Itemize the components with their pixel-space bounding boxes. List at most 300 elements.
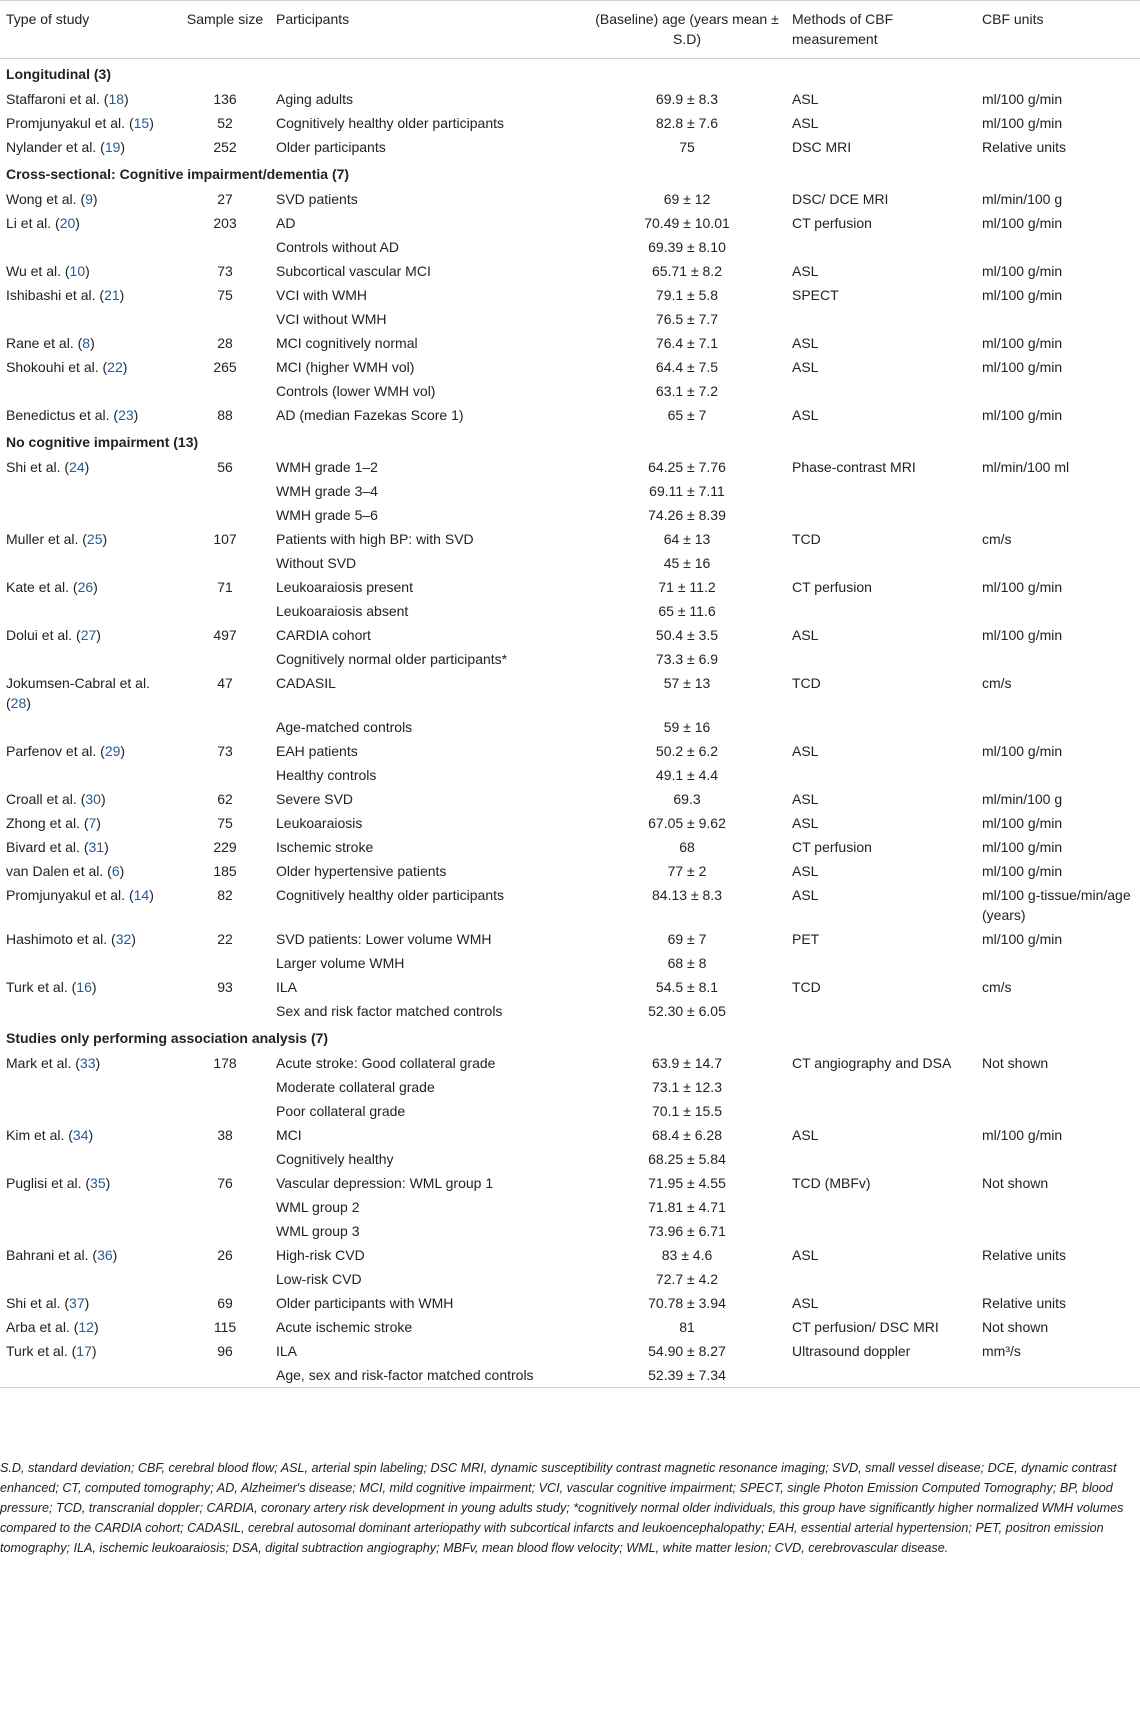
reference-link[interactable]: 22 (107, 359, 123, 375)
cell-study (0, 135, 180, 159)
cell-method (786, 379, 976, 403)
reference-link[interactable]: 12 (78, 1319, 94, 1335)
cell-sample-size (180, 1267, 270, 1291)
paren-close: ) (26, 695, 31, 711)
cell-participants: SVD patients (276, 191, 358, 207)
cell-age: 69.39 ± 8.10 (648, 239, 726, 255)
reference-link[interactable]: 36 (97, 1247, 113, 1263)
paren-close: ) (75, 215, 80, 231)
cell-participants: SVD patients: Lower volume WMH (276, 931, 492, 947)
cell-units: Not shown (982, 1055, 1049, 1071)
cell-sample-size: 75 (217, 815, 233, 831)
cell-participants: Severe SVD (276, 791, 354, 807)
study-name: Promjunyakul et al. ( (6, 115, 134, 131)
cell-participants: Healthy controls (276, 767, 377, 783)
reference-link[interactable]: 7 (88, 815, 97, 831)
cell-age: 70.49 ± 10.01 (644, 215, 730, 231)
cell-participants: Vascular depression: WML group 1 (276, 1175, 494, 1191)
cell-method (786, 1147, 976, 1171)
cell-units (976, 379, 1140, 403)
cell-participants: Patients with high BP: with SVD (276, 531, 474, 547)
cell-participants: Older participants with WMH (276, 1295, 454, 1311)
table-row (0, 1051, 1140, 1075)
cell-study (0, 479, 180, 503)
cell-study (0, 187, 180, 211)
study-name: Benedictus et al. ( (6, 407, 119, 423)
cell-units (976, 999, 1140, 1023)
cell-method: SPECT (792, 287, 839, 303)
table-row (0, 235, 1140, 259)
study-name: Dolui et al. ( (6, 627, 81, 643)
cell-study (0, 503, 180, 527)
reference-link[interactable]: 19 (104, 139, 121, 155)
cell-method: CT perfusion (792, 215, 872, 231)
cell-age: 45 ± 16 (663, 555, 711, 571)
cell-study (0, 1267, 180, 1291)
reference-link[interactable]: 17 (76, 1343, 92, 1359)
header-sample-size: Sample size (186, 11, 264, 27)
cell-method: ASL (792, 627, 819, 643)
cell-sample-size (180, 307, 270, 331)
cell-age: 50.4 ± 3.5 (655, 627, 719, 643)
cell-participants: Ischemic stroke (276, 839, 374, 855)
cell-units: ml/100 g/min (982, 215, 1063, 231)
section-title: Studies only performing association analysis (7) (6, 1030, 329, 1046)
cell-units (976, 1099, 1140, 1123)
cell-study (0, 551, 180, 575)
reference-link[interactable]: 31 (88, 839, 105, 855)
cell-method (786, 235, 976, 259)
study-name: Wu et al. ( (6, 263, 70, 279)
cell-study (0, 575, 180, 599)
cell-study (0, 1123, 180, 1147)
cell-method (786, 551, 976, 575)
reference-link[interactable]: 16 (76, 979, 92, 995)
reference-link[interactable]: 35 (90, 1175, 106, 1191)
paren-close: ) (122, 359, 128, 375)
paren-close: ) (119, 287, 125, 303)
cell-units (976, 1075, 1140, 1099)
cell-method: ASL (792, 335, 819, 351)
header-age: (Baseline) age (years mean ± S.D) (595, 11, 779, 47)
paren-close: ) (133, 407, 139, 423)
cell-study (0, 1219, 180, 1243)
cell-study (0, 599, 180, 623)
cell-age: 76.4 ± 7.1 (655, 335, 719, 351)
reference-link[interactable]: 21 (104, 287, 120, 303)
cell-units: ml/100 g/min (982, 335, 1063, 351)
cell-age: 63.1 ± 7.2 (655, 383, 719, 399)
cell-age: 83 ± 4.6 (661, 1247, 713, 1263)
reference-link[interactable]: 20 (59, 215, 76, 231)
cell-units: cm/s (982, 979, 1012, 995)
cell-sample-size (180, 951, 270, 975)
cell-age: 63.9 ± 14.7 (652, 1055, 722, 1071)
cell-units (976, 599, 1140, 623)
section-row (0, 59, 1140, 88)
table-row (0, 211, 1140, 235)
reference-link[interactable]: 6 (111, 863, 120, 879)
cell-study (0, 883, 180, 927)
cell-age: 65 ± 11.6 (658, 603, 716, 619)
cell-sample-size: 52 (217, 115, 233, 131)
cell-study (0, 835, 180, 859)
cell-sample-size (180, 1363, 270, 1388)
reference-link[interactable]: 25 (86, 531, 103, 547)
cell-age: 68.25 ± 5.84 (648, 1151, 726, 1167)
table-row (0, 1363, 1140, 1388)
reference-link[interactable]: 15 (133, 115, 150, 131)
cell-age: 73.3 ± 6.9 (655, 651, 719, 667)
study-name: Shi et al. ( (6, 459, 70, 475)
reference-link[interactable]: 14 (133, 887, 150, 903)
cell-participants: Older participants (276, 139, 386, 155)
cell-sample-size (180, 647, 270, 671)
cell-method: Phase-contrast MRI (792, 459, 916, 475)
cell-units: ml/100 g/min (982, 839, 1063, 855)
study-name: Turk et al. ( (6, 979, 77, 995)
cell-sample-size: 252 (213, 139, 237, 155)
cell-sample-size: 73 (217, 263, 233, 279)
cell-sample-size: 497 (213, 627, 237, 643)
table-row (0, 503, 1140, 527)
table-row (0, 111, 1140, 135)
cell-age: 52.30 ± 6.05 (648, 1003, 726, 1019)
cell-units (976, 479, 1140, 503)
cell-sample-size: 136 (213, 91, 237, 107)
cell-age: 57 ± 13 (663, 675, 711, 691)
cell-age: 84.13 ± 8.3 (652, 887, 722, 903)
cell-method: TCD (792, 531, 821, 547)
study-name: Hashimoto et al. ( (6, 931, 116, 947)
cell-study (0, 1195, 180, 1219)
cell-study (0, 647, 180, 671)
cell-units: ml/100 g/min (982, 627, 1063, 643)
cell-method (786, 307, 976, 331)
cell-sample-size: 27 (217, 191, 233, 207)
paren-close: ) (149, 887, 154, 903)
table-row (0, 455, 1140, 479)
cell-method: CT perfusion (792, 839, 872, 855)
cell-study (0, 355, 180, 379)
cell-study (0, 235, 180, 259)
cell-units: ml/100 g/min (982, 743, 1063, 759)
cell-sample-size: 178 (213, 1055, 237, 1071)
cell-sample-size: 75 (217, 287, 233, 303)
cell-sample-size (180, 1099, 270, 1123)
paren-close: ) (104, 839, 109, 855)
cell-participants: Acute ischemic stroke (276, 1319, 413, 1335)
study-name: van Dalen et al. ( (6, 863, 112, 879)
cell-study (0, 715, 180, 739)
cell-age: 71.95 ± 4.55 (648, 1175, 726, 1191)
cell-participants: WML group 2 (276, 1199, 360, 1215)
cell-units (976, 307, 1140, 331)
cell-method: ASL (792, 743, 819, 759)
cell-participants: AD (276, 215, 296, 231)
cell-method: ASL (792, 263, 819, 279)
reference-link[interactable]: 34 (72, 1127, 89, 1143)
table-row (0, 403, 1140, 427)
paren-close: ) (92, 191, 98, 207)
table-row (0, 927, 1140, 951)
study-name: Promjunyakul et al. ( (6, 887, 134, 903)
cell-sample-size (180, 235, 270, 259)
cell-participants: Controls (lower WMH vol) (276, 383, 436, 399)
cell-age: 64 ± 13 (663, 531, 711, 547)
cell-age: 74.26 ± 8.39 (648, 507, 726, 523)
cell-age: 72.7 ± 4.2 (655, 1271, 719, 1287)
header-units: CBF units (982, 11, 1044, 27)
cell-units (976, 1219, 1140, 1243)
table-row (0, 1291, 1140, 1315)
table-row (0, 479, 1140, 503)
cell-method (786, 503, 976, 527)
cell-study (0, 87, 180, 111)
reference-link[interactable]: 24 (69, 459, 85, 475)
reference-link[interactable]: 33 (79, 1055, 96, 1071)
cell-participants: Sex and risk factor matched controls (276, 1003, 503, 1019)
cell-sample-size: 69 (217, 1295, 233, 1311)
cell-method: ASL (792, 1247, 819, 1263)
cell-participants: MCI (276, 1127, 302, 1143)
cell-sample-size (180, 379, 270, 403)
paren-close: ) (91, 979, 97, 995)
cell-method (786, 1267, 976, 1291)
cell-sample-size (180, 715, 270, 739)
cell-participants: Poor collateral grade (276, 1103, 406, 1119)
cell-sample-size (180, 1219, 270, 1243)
cell-units: ml/min/100 ml (982, 459, 1070, 475)
header-participants: Participants (276, 11, 350, 27)
reference-link[interactable]: 18 (108, 91, 125, 107)
cell-sample-size: 93 (217, 979, 233, 995)
section-title: Cross-sectional: Cognitive impairment/dementia (7) (6, 166, 350, 182)
table-row (0, 599, 1140, 623)
cell-units (976, 1195, 1140, 1219)
paren-close: ) (96, 627, 101, 643)
cell-study (0, 1315, 180, 1339)
section-title: No cognitive impairment (13) (6, 434, 199, 450)
study-name: Nylander et al. ( (6, 139, 105, 155)
table-row (0, 1339, 1140, 1363)
cell-sample-size: 62 (217, 791, 233, 807)
cell-participants: WMH grade 5–6 (276, 507, 378, 523)
study-name: Parfenov et al. ( (6, 743, 105, 759)
cell-age: 70.78 ± 3.94 (648, 1295, 726, 1311)
table-row (0, 187, 1140, 211)
cell-study (0, 739, 180, 763)
cell-sample-size (180, 503, 270, 527)
cell-participants: Acute stroke: Good collateral grade (276, 1055, 496, 1071)
reference-link[interactable]: 27 (80, 627, 97, 643)
cell-units: ml/min/100 g (982, 191, 1063, 207)
cell-sample-size: 203 (213, 215, 237, 231)
study-name: Jokumsen-Cabral et al. ( (6, 675, 150, 711)
study-name: Turk et al. ( (6, 1343, 77, 1359)
paren-close: ) (90, 335, 95, 351)
paren-close: ) (88, 1127, 94, 1143)
cell-method: ASL (792, 815, 819, 831)
cell-units: ml/100 g/min (982, 579, 1063, 595)
cell-units: Relative units (982, 139, 1067, 155)
cell-age: 71 ± 11.2 (658, 579, 716, 595)
cell-participants: AD (median Fazekas Score 1) (276, 407, 464, 423)
cell-study (0, 1099, 180, 1123)
reference-link[interactable]: 10 (69, 263, 86, 279)
cell-study (0, 1171, 180, 1195)
reference-link[interactable]: 29 (104, 743, 121, 759)
cell-age: 68 (679, 839, 695, 855)
cell-sample-size: 38 (217, 1127, 233, 1143)
cell-units: ml/100 g/min (982, 407, 1063, 423)
cell-participants: Age, sex and risk-factor matched controls (276, 1367, 534, 1383)
cell-study (0, 211, 180, 235)
cell-method: TCD (792, 675, 821, 691)
table-row (0, 331, 1140, 355)
reference-link[interactable]: 30 (85, 791, 101, 807)
table-row (0, 1219, 1140, 1243)
cell-sample-size: 115 (213, 1319, 237, 1335)
cell-participants: Cognitively healthy older participants (276, 115, 505, 131)
cell-participants: WML group 3 (276, 1223, 360, 1239)
cell-method (786, 1075, 976, 1099)
reference-link[interactable]: 28 (10, 695, 27, 711)
study-name: Kim et al. ( (6, 1127, 73, 1143)
table-row (0, 787, 1140, 811)
cell-method: CT angiography and DSA (792, 1055, 952, 1071)
cell-method: ASL (792, 1127, 819, 1143)
reference-link[interactable]: 37 (69, 1295, 85, 1311)
cell-sample-size (180, 1195, 270, 1219)
cell-participants: Cognitively healthy (276, 1151, 394, 1167)
cell-units: ml/100 g/min (982, 863, 1063, 879)
study-name: Ishibashi et al. ( (6, 287, 105, 303)
cell-sample-size (180, 999, 270, 1023)
cell-participants: ILA (276, 979, 298, 995)
cell-study (0, 307, 180, 331)
cell-age: 69.3 (673, 791, 701, 807)
cell-study (0, 859, 180, 883)
table-row (0, 883, 1140, 927)
cell-participants: Controls without AD (276, 239, 399, 255)
cell-method: CT perfusion/ DSC MRI (792, 1319, 939, 1335)
study-name: Li et al. ( (6, 215, 60, 231)
table-row (0, 1243, 1140, 1267)
cell-units: ml/min/100 g (982, 791, 1063, 807)
cell-method: ASL (792, 407, 819, 423)
table-row (0, 835, 1140, 859)
cell-units: Relative units (982, 1295, 1067, 1311)
cell-units: ml/100 g/min (982, 1127, 1063, 1143)
cell-units: ml/100 g/min (982, 263, 1063, 279)
cell-sample-size: 82 (217, 887, 233, 903)
cell-method: TCD (792, 979, 821, 995)
cell-age: 50.2 ± 6.2 (655, 743, 719, 759)
paren-close: ) (119, 863, 125, 879)
cell-participants: Age-matched controls (276, 719, 413, 735)
table-row (0, 1147, 1140, 1171)
cell-method: ASL (792, 863, 819, 879)
cell-participants: Moderate collateral grade (276, 1079, 435, 1095)
reference-link[interactable]: 9 (85, 191, 93, 207)
paren-close: ) (120, 139, 126, 155)
cell-units (976, 715, 1140, 739)
table-row (0, 999, 1140, 1023)
cell-method: ASL (792, 91, 819, 107)
cell-sample-size (180, 599, 270, 623)
cell-sample-size: 229 (213, 839, 237, 855)
cell-method (786, 763, 976, 787)
reference-link[interactable]: 32 (115, 931, 132, 947)
cell-method (786, 1195, 976, 1219)
cell-method: DSC MRI (792, 139, 852, 155)
study-name: Bahrani et al. ( (6, 1247, 98, 1263)
table-row (0, 1171, 1140, 1195)
table-row (0, 811, 1140, 835)
cell-study (0, 671, 180, 715)
table-row (0, 1267, 1140, 1291)
study-name: Rane et al. ( (6, 335, 83, 351)
cell-units: ml/100 g/min (982, 359, 1063, 375)
cell-units (976, 763, 1140, 787)
study-name: Croall et al. ( (6, 791, 86, 807)
cell-sample-size: 56 (217, 459, 233, 475)
cell-sample-size: 71 (217, 579, 233, 595)
table-row (0, 307, 1140, 331)
cell-study (0, 1291, 180, 1315)
paren-close: ) (124, 91, 129, 107)
table-row (0, 355, 1140, 379)
header-type-of-study: Type of study (6, 11, 90, 27)
cell-method (786, 1219, 976, 1243)
cell-participants: Aging adults (276, 91, 354, 107)
table-row (0, 951, 1140, 975)
study-name: Shokouhi et al. ( (6, 359, 108, 375)
cell-study (0, 527, 180, 551)
reference-link[interactable]: 8 (82, 335, 91, 351)
cell-sample-size (180, 479, 270, 503)
cell-method: CT perfusion (792, 579, 872, 595)
study-name: Bivard et al. ( (6, 839, 89, 855)
study-name: Shi et al. ( (6, 1295, 70, 1311)
paren-close: ) (85, 263, 90, 279)
section-row (0, 427, 1140, 455)
table-row (0, 715, 1140, 739)
table-body (0, 59, 1140, 1388)
reference-link[interactable]: 26 (77, 579, 94, 595)
paren-close: ) (149, 115, 154, 131)
table-row (0, 1123, 1140, 1147)
cell-age: 81 (679, 1319, 695, 1335)
cell-participants: High-risk CVD (276, 1247, 365, 1263)
cell-study (0, 975, 180, 999)
cell-age: 71.81 ± 4.71 (648, 1199, 726, 1215)
cell-age: 73.96 ± 6.71 (648, 1223, 726, 1239)
cell-units (976, 1147, 1140, 1171)
cell-sample-size: 185 (213, 863, 237, 879)
study-name: Wong et al. ( (6, 191, 86, 207)
paren-close: ) (93, 1319, 99, 1335)
header-methods: Methods of CBF measurement (792, 11, 894, 47)
table-row (0, 259, 1140, 283)
cell-sample-size: 76 (217, 1175, 233, 1191)
cell-participants: WMH grade 1–2 (276, 459, 378, 475)
cell-sample-size (180, 551, 270, 575)
reference-link[interactable]: 23 (118, 407, 134, 423)
cell-age: 79.1 ± 5.8 (655, 287, 719, 303)
cell-study (0, 331, 180, 355)
